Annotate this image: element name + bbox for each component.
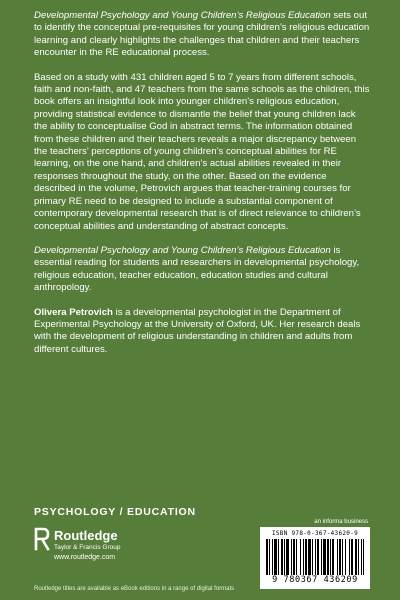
blurb-audience-text: is essential reading for students and researchers in developmental psychology, religious education, teacher education, education studies and cultural anthropology. <box>34 244 360 294</box>
informa-tagline: an informa business <box>314 519 368 525</box>
publisher-logo <box>34 527 184 569</box>
barcode-bars <box>266 539 364 575</box>
book-title-italic: Developmental Psychology and Young Children’s Religious Education <box>34 10 331 21</box>
author-bio <box>34 307 370 357</box>
publisher-name: Routledge <box>54 528 118 543</box>
book-title-italic: Developmental Psychology and Young Children’s Religious Education <box>34 244 331 256</box>
author-name: Olivera Petrovich <box>34 306 113 318</box>
barcode-digits: 9 780367 436209 <box>272 575 358 585</box>
back-cover-blurb <box>34 10 370 368</box>
blurb-paragraph-study: Based on a study with 431 children aged 5 to 7 years from different schools, faith and non-faith, and 47 teachers from the same schools as the children, this book offers an insightful look into younger children’s religious education, providing statistical evidence to dismantle the belief that young children lack the ability to conceptualise God in abstract terms. The information obtained from these children and their teachers reveals a major discrepancy between the teachers’ perceptions of young children’s conceptual abilities for RE learning, on the one hand, and children’s actual abilities revealed in their responses throughout the study, on the other. Based on the evidence described in the volume, Petrovich argues that teacher-training courses for primary RE need to be designed to include a substantial component of contemporary developmental research that is of direct relevance to children’s conceptual abilities and understanding of abstract concepts. <box>34 71 370 232</box>
subject-category: PSYCHOLOGY / EDUCATION <box>34 506 196 518</box>
isbn-label: ISBN 978-0-367-43620-9 <box>271 530 359 537</box>
publisher-url: www.routledge.com <box>54 554 116 561</box>
ebook-footer-note: Routledge titles are available as eBook editions in a range of digital formats <box>34 586 235 592</box>
isbn-barcode <box>260 527 370 589</box>
publisher-group: Taylor & Francis Group <box>54 544 121 551</box>
routledge-r-icon <box>34 527 50 551</box>
blurb-intro-text: sets out to identify the conceptual pre-requisites for young children’s religious education learning and clearly highlights the challenges that children and their teachers encounter in the RE educational process. <box>34 10 370 59</box>
author-bio-text: is a developmental psychologist in the Department of Experimental Psychology at the University of Oxford, UK. Her research deals with the development of religious understanding in children and adults from different cultures. <box>34 306 361 355</box>
blurb-paragraph-intro <box>34 10 370 60</box>
blurb-paragraph-audience <box>34 245 370 295</box>
